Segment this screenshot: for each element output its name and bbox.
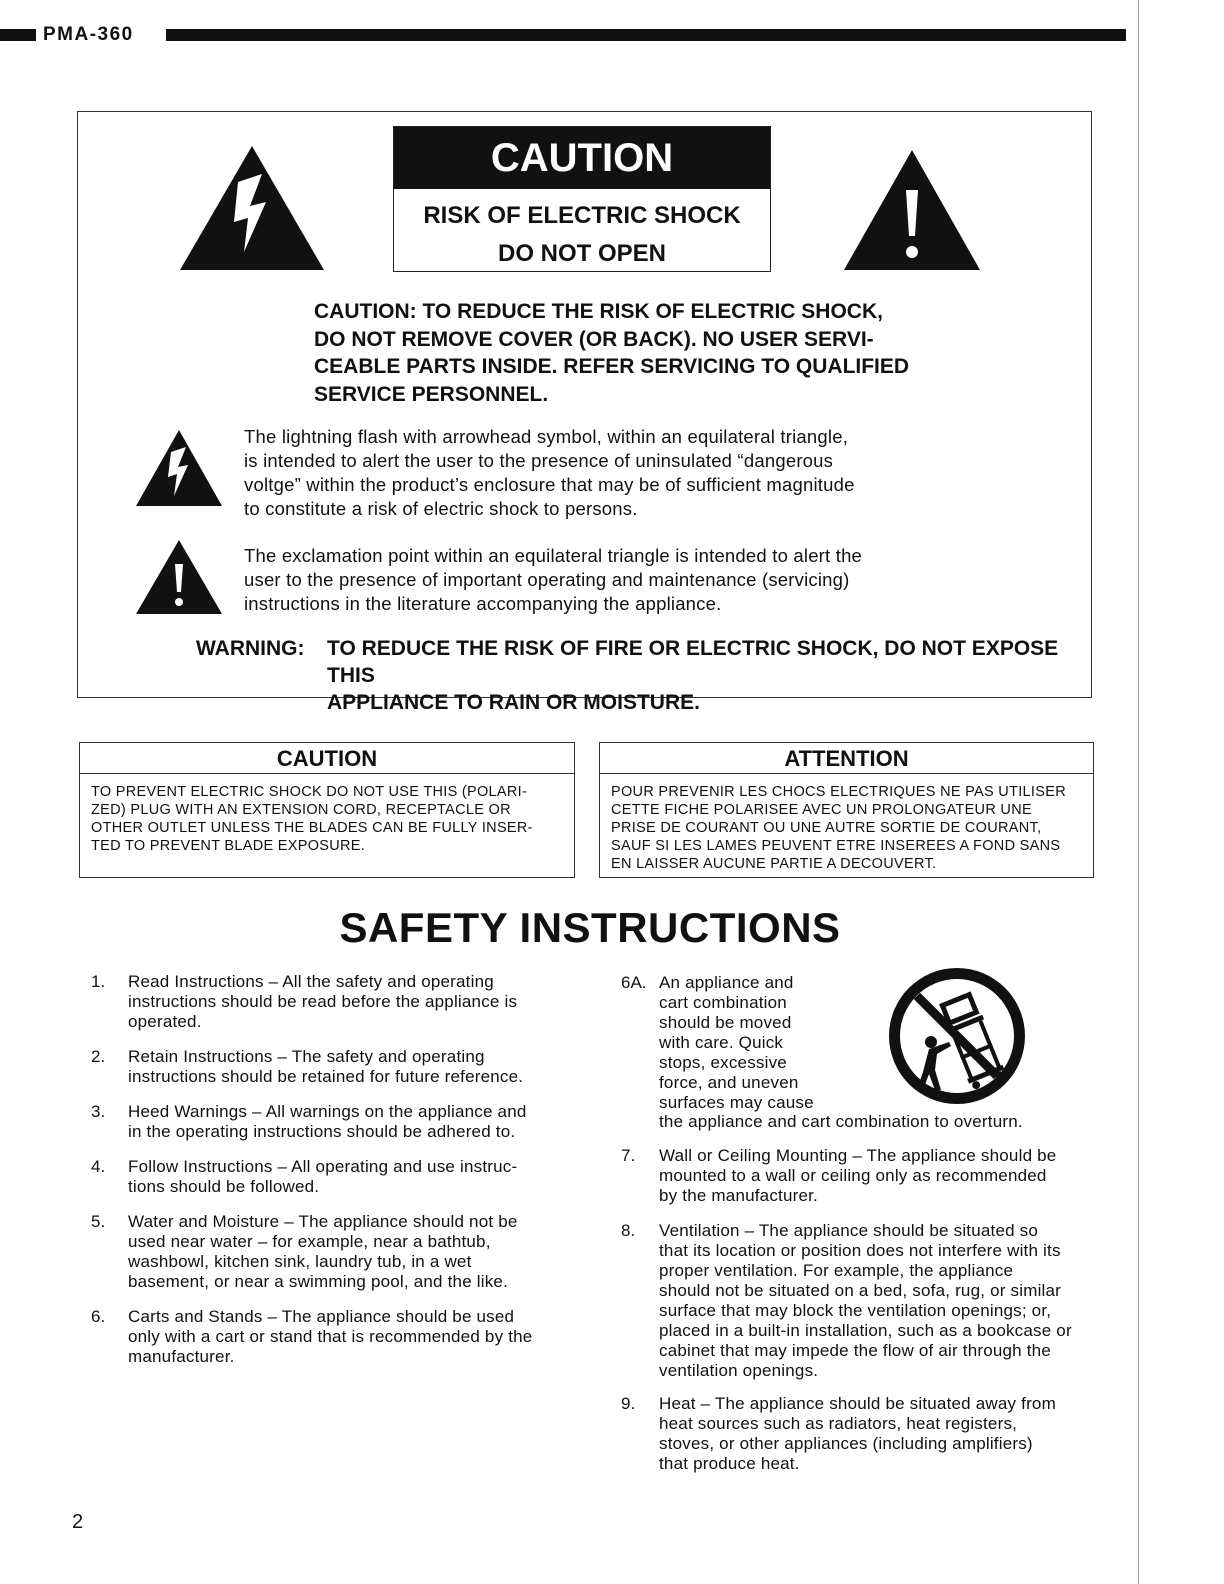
- instruction-line: Heat – The appliance should be situated away from: [659, 1394, 1056, 1413]
- instruction-line: operated.: [128, 1012, 202, 1031]
- caution-label-line1: RISK OF ELECTRIC SHOCK: [423, 202, 741, 229]
- item-number: 4.: [91, 1157, 106, 1176]
- item-number: 5.: [91, 1212, 106, 1231]
- instruction-line: An appliance and: [659, 973, 794, 992]
- caution-box-line: ZED) PLUG WITH AN EXTENSION CORD, RECEPTACLE OR: [91, 802, 511, 818]
- instruction-line: with care. Quick: [659, 1033, 784, 1052]
- attention-box-title: ATTENTION: [600, 743, 1093, 774]
- instruction-line: Carts and Stands – The appliance should be used: [128, 1307, 515, 1326]
- instruction-item: [128, 1212, 565, 1292]
- item-number: 3.: [91, 1102, 106, 1121]
- page-edge-rule: [1138, 0, 1139, 1584]
- attention-box-line: CETTE FICHE POLARISEE AVEC UN PROLONGATEUR UNE: [611, 802, 1032, 818]
- description-line: is intended to alert the user to the presence of uninsulated “dangerous: [244, 450, 834, 471]
- item-number: 2.: [91, 1047, 106, 1066]
- instruction-line: Retain Instructions – The safety and operating: [128, 1047, 485, 1066]
- instruction-item: [128, 1102, 565, 1142]
- instruction-line: only with a cart or stand that is recommended by the: [128, 1327, 533, 1346]
- model-name: PMA-360: [43, 24, 134, 45]
- header-bar: [166, 29, 1126, 41]
- exclamation-small-icon: [134, 538, 224, 616]
- instruction-line: basement, or near a swimming pool, and the like.: [128, 1272, 509, 1291]
- instruction-item: [659, 1221, 1094, 1381]
- item-number: 8.: [621, 1221, 636, 1240]
- instruction-line: mounted to a wall or ceiling only as recommended: [659, 1166, 1047, 1185]
- item-number: 6A.: [621, 973, 647, 992]
- instruction-item: [128, 1157, 565, 1197]
- instruction-item: [128, 1307, 565, 1367]
- instruction-item: [128, 972, 565, 1032]
- description-line: The exclamation point within an equilateral triangle is intended to alert the: [244, 545, 863, 566]
- item-number: 1.: [91, 972, 106, 991]
- attention-box-text: [611, 783, 1082, 873]
- instruction-line: washbowl, kitchen sink, laundry tub, in a wet: [128, 1252, 472, 1271]
- instruction-line: that its location or position does not interfere with its: [659, 1241, 1061, 1260]
- attention-box-line: EN LAISSER AUCUNE PARTIE A DECOUVERT.: [611, 856, 937, 872]
- warning-text: [327, 635, 1077, 716]
- instruction-line: Read Instructions – All the safety and operating: [128, 972, 494, 991]
- description-line: The lightning flash with arrowhead symbol, within an equilateral triangle,: [244, 426, 849, 447]
- item-number: 6.: [91, 1307, 106, 1326]
- page-number: 2: [72, 1511, 84, 1533]
- instruction-item: [659, 1394, 1094, 1474]
- lightning-small-icon: [134, 428, 224, 508]
- caution-main-line: CEABLE PARTS INSIDE. REFER SERVICING TO QUALIFIED: [314, 355, 910, 378]
- caution-main-line: SERVICE PERSONNEL.: [314, 382, 549, 406]
- instruction-line: heat sources such as radiators, heat registers,: [659, 1414, 1018, 1433]
- item-number: 9.: [621, 1394, 636, 1413]
- caution-main-line: DO NOT REMOVE COVER (OR BACK). NO USER SERVI-: [314, 327, 874, 351]
- caution-label: [393, 126, 771, 272]
- instruction-line: Wall or Ceiling Mounting – The appliance should be: [659, 1146, 1057, 1165]
- instruction-line: by the manufacturer.: [659, 1186, 818, 1205]
- instruction-line: tions should be followed.: [128, 1177, 320, 1196]
- instruction-line: force, and uneven: [659, 1073, 799, 1092]
- instruction-line: cabinet that may impede the flow of air through the: [659, 1341, 1051, 1360]
- instruction-line: that produce heat.: [659, 1454, 800, 1473]
- lightning-description: [244, 425, 934, 521]
- attention-box: [599, 742, 1094, 878]
- caution-box-line: OTHER OUTLET UNLESS THE BLADES CAN BE FULLY INSER-: [91, 820, 533, 836]
- warning-line: TO REDUCE THE RISK OF FIRE OR ELECTRIC SHOCK, DO NOT EXPOSE THIS: [327, 637, 1059, 687]
- instruction-line: cart combination: [659, 993, 787, 1012]
- instruction-line: used near water – for example, near a bathtub,: [128, 1232, 491, 1251]
- caution-main-text: [314, 298, 914, 408]
- instruction-line: Water and Moisture – The appliance should not be: [128, 1212, 518, 1231]
- safety-instructions-title: SAFETY INSTRUCTIONS: [339, 904, 841, 951]
- caution-label-title: CAUTION: [394, 127, 770, 189]
- instruction-line: should be moved: [659, 1013, 792, 1032]
- description-line: voltge” within the product’s enclosure that may be of sufficient magnitude: [244, 474, 855, 495]
- instruction-line: ventilation openings.: [659, 1361, 819, 1380]
- instruction-item: [128, 1047, 565, 1087]
- cart-tip-over-icon: [885, 966, 1029, 1106]
- caution-box-line: TED TO PREVENT BLADE EXPOSURE.: [91, 838, 366, 854]
- instruction-line: in the operating instructions should be adhered to.: [128, 1122, 516, 1141]
- header-bar-left: [0, 29, 36, 41]
- caution-box-line: TO PREVENT ELECTRIC SHOCK DO NOT USE THIS (POLARI-: [91, 784, 528, 800]
- attention-box-line: POUR PREVENIR LES CHOCS ELECTRIQUES NE PAS UTILISER: [611, 784, 1066, 800]
- instruction-line: surface that may block the ventilation openings; or,: [659, 1301, 1052, 1320]
- instruction-line: manufacturer.: [128, 1347, 235, 1366]
- instruction-line: instructions should be read before the appliance is: [128, 992, 518, 1011]
- instruction-line: stoves, or other appliances (including amplifiers): [659, 1434, 1033, 1453]
- instruction-item: [659, 1146, 1094, 1206]
- instruction-line: the appliance and cart combination to overturn.: [659, 1112, 1023, 1131]
- instruction-line: Follow Instructions – All operating and use instruc-: [128, 1157, 518, 1176]
- warning-line: APPLIANCE TO RAIN OR MOISTURE.: [327, 691, 700, 714]
- warning-label: WARNING:: [196, 637, 305, 660]
- caution-box-text: [91, 783, 563, 855]
- attention-box-line: PRISE DE COURANT OU UNE AUTRE SORTIE DE COURANT,: [611, 820, 1042, 836]
- lightning-warning-icon: [178, 144, 326, 272]
- item-number: 7.: [621, 1146, 636, 1165]
- instruction-line: should not be situated on a bed, sofa, rug, or similar: [659, 1281, 1062, 1300]
- exclamation-warning-icon: [842, 148, 982, 272]
- description-line: user to the presence of important operating and maintenance (servicing): [244, 569, 850, 590]
- instruction-line: instructions should be retained for future reference.: [128, 1067, 524, 1086]
- instruction-line: proper ventilation. For example, the appliance: [659, 1261, 1014, 1280]
- instruction-line: surfaces may cause: [659, 1093, 814, 1112]
- instruction-item-6a: [659, 973, 859, 1113]
- caution-box: [79, 742, 575, 878]
- exclamation-description: [244, 544, 934, 616]
- instruction-line: placed in a built-in installation, such as a bookcase or: [659, 1321, 1072, 1340]
- description-line: instructions in the literature accompanying the appliance.: [244, 593, 722, 614]
- instruction-line: Heed Warnings – All warnings on the appliance and: [128, 1102, 527, 1121]
- instruction-line: stops, excessive: [659, 1053, 787, 1072]
- caution-box-title: CAUTION: [80, 743, 574, 774]
- description-line: to constitute a risk of electric shock to persons.: [244, 498, 638, 519]
- instruction-line: Ventilation – The appliance should be situated so: [659, 1221, 1039, 1240]
- attention-box-line: SAUF SI LES LAMES PEUVENT ETRE INSEREES A FOND SANS: [611, 838, 1061, 854]
- caution-label-line2: DO NOT OPEN: [497, 240, 666, 267]
- caution-main-line: CAUTION: TO REDUCE THE RISK OF ELECTRIC SHOCK,: [314, 300, 883, 323]
